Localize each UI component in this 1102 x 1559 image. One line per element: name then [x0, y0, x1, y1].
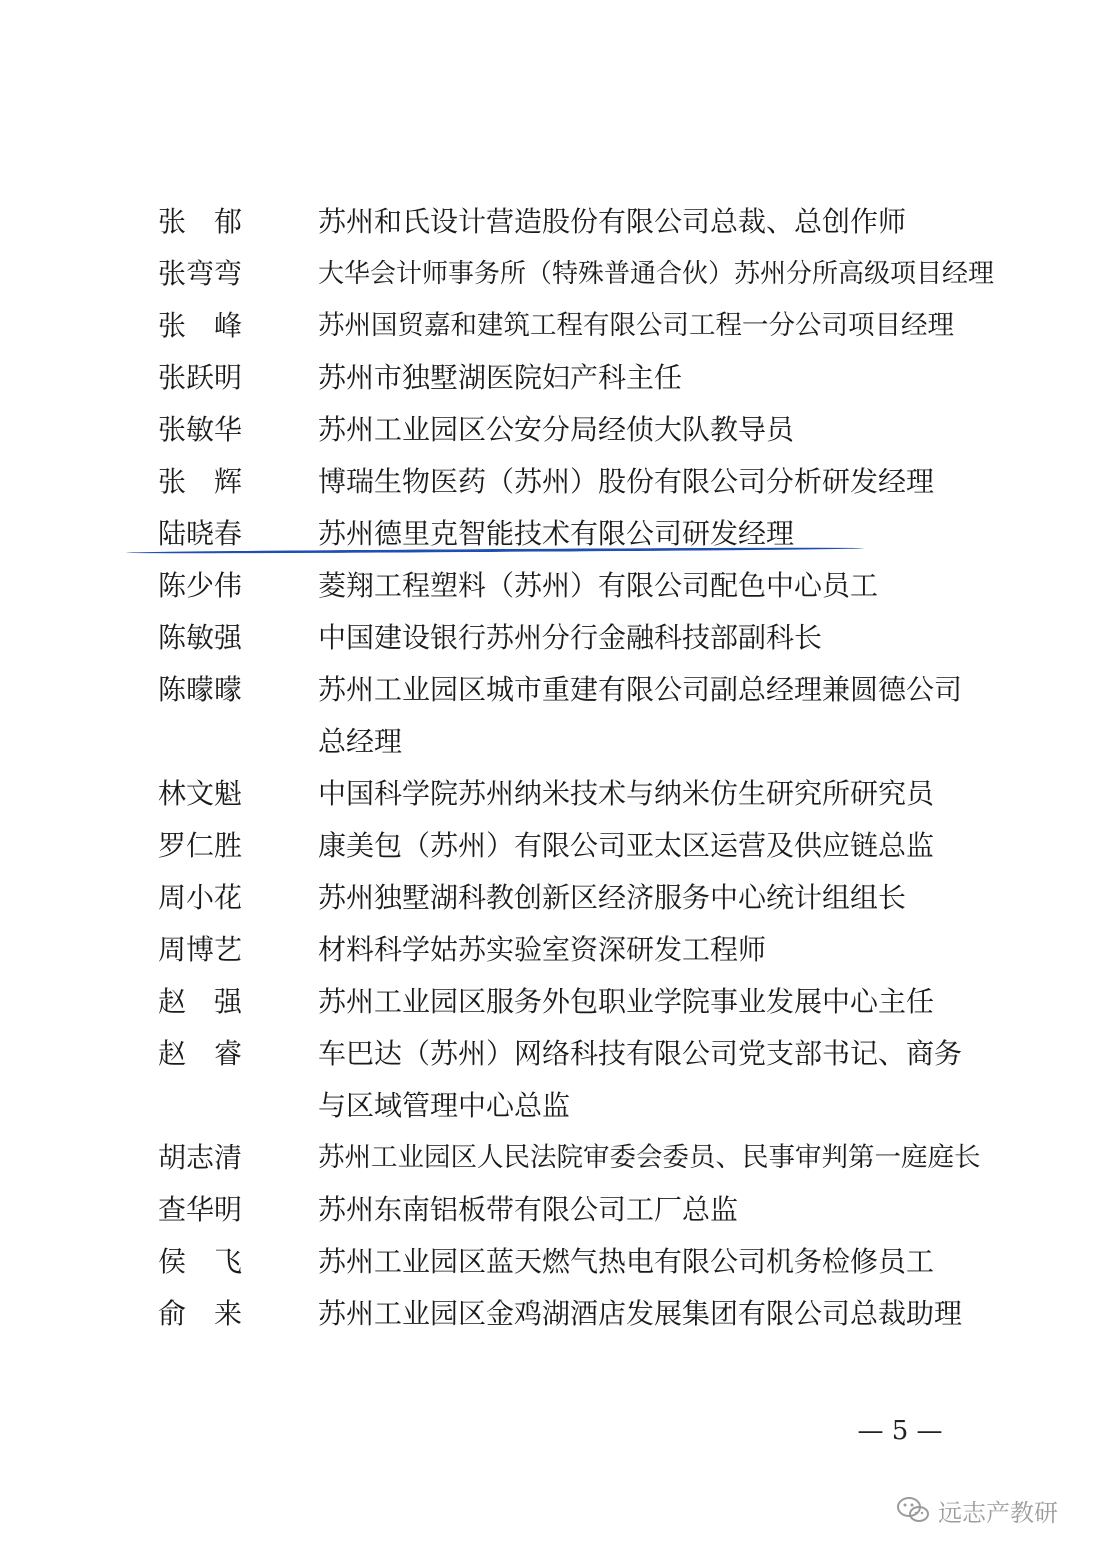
list-item — [158, 664, 988, 768]
person-title: 大华会计师事务所（特殊普通合伙）苏州分所高级项目经理 — [318, 259, 995, 289]
person-name: 赵 强 — [158, 985, 243, 1018]
person-title: 博瑞生物医药（苏州）股份有限公司分析研发经理 — [318, 465, 935, 498]
list-item — [158, 352, 988, 404]
person-name: 周小花 — [158, 881, 243, 914]
person-name: 张敏华 — [158, 413, 243, 446]
person-name: 胡志清 — [158, 1141, 243, 1174]
person-name: 张 峰 — [158, 309, 243, 342]
person-title: 苏州国贸嘉和建筑工程有限公司工程一分公司项目经理 — [318, 310, 954, 341]
person-title: 材料科学姑苏实验室资深研发工程师 — [318, 933, 767, 966]
person-name: 赵 睿 — [158, 1037, 243, 1070]
person-title: 苏州工业园区蓝天燃气热电有限公司机务检修员工 — [318, 1245, 935, 1278]
list-item — [158, 456, 988, 508]
list-item — [158, 560, 988, 612]
list-item — [158, 820, 988, 872]
list-item — [158, 1028, 988, 1132]
person-name: 林文魁 — [158, 777, 243, 810]
person-title: 苏州德里克智能技术有限公司研发经理 — [318, 517, 795, 550]
person-name: 陈曚曚 — [158, 673, 243, 706]
watermark-text: 远志产教研 — [938, 1498, 1058, 1527]
person-name: 张弯弯 — [158, 257, 243, 290]
person-title: 中国建设银行苏州分行金融科技部副科长 — [318, 621, 823, 654]
list-item — [158, 1132, 988, 1184]
person-title: 苏州工业园区公安分局经侦大队教导员 — [318, 413, 795, 446]
person-name: 侯 飞 — [158, 1245, 243, 1278]
person-title: 康美包（苏州）有限公司亚太区运营及供应链总监 — [318, 829, 935, 862]
person-title: 苏州和氏设计营造股份有限公司总裁、总创作师 — [318, 205, 907, 238]
list-item — [158, 612, 988, 664]
person-title: 苏州工业园区服务外包职业学院事业发展中心主任 — [318, 985, 935, 1018]
person-name: 俞 来 — [158, 1297, 243, 1330]
list-item — [158, 768, 988, 820]
person-title: 中国科学院苏州纳米技术与纳米仿生研究所研究员 — [318, 777, 935, 810]
person-name: 陆晓春 — [158, 517, 243, 550]
person-title: 菱翔工程塑料（苏州）有限公司配色中心员工 — [318, 569, 879, 602]
person-name: 查华明 — [158, 1193, 243, 1226]
person-title: 苏州东南铝板带有限公司工厂总监 — [318, 1193, 739, 1226]
list-item — [158, 872, 988, 924]
person-name: 张跃明 — [158, 361, 243, 394]
person-title: 苏州工业园区城市重建有限公司副总经理兼圆德公司总经理 — [318, 673, 963, 758]
list-item — [158, 924, 988, 976]
personnel-list — [158, 196, 995, 1340]
person-title: 苏州独墅湖科教创新区经济服务中心统计组组长 — [318, 881, 907, 914]
person-name: 罗仁胜 — [158, 829, 243, 862]
list-item — [158, 1184, 988, 1236]
wechat-icon — [896, 1495, 930, 1525]
list-item — [158, 1236, 988, 1288]
page-number: — 5 — — [857, 1416, 943, 1446]
person-title: 车巴达（苏州）网络科技有限公司党支部书记、商务与区域管理中心总监 — [318, 1037, 963, 1122]
person-name: 张 辉 — [158, 465, 243, 498]
person-name: 陈少伟 — [158, 569, 243, 602]
person-name: 周博艺 — [158, 933, 243, 966]
person-name: 张 郁 — [158, 205, 243, 238]
person-title: 苏州工业园区人民法院审委会委员、民事审判第一庭庭长 — [318, 1142, 981, 1173]
list-item — [158, 248, 995, 300]
person-name: 陈敏强 — [158, 621, 243, 654]
list-item — [158, 1288, 988, 1340]
list-item — [158, 300, 988, 352]
list-item — [158, 196, 988, 248]
list-item — [158, 976, 988, 1028]
list-item — [158, 404, 988, 456]
watermark — [896, 1490, 1058, 1530]
person-title: 苏州工业园区金鸡湖酒店发展集团有限公司总裁助理 — [318, 1297, 963, 1330]
person-title: 苏州市独墅湖医院妇产科主任 — [318, 361, 683, 394]
